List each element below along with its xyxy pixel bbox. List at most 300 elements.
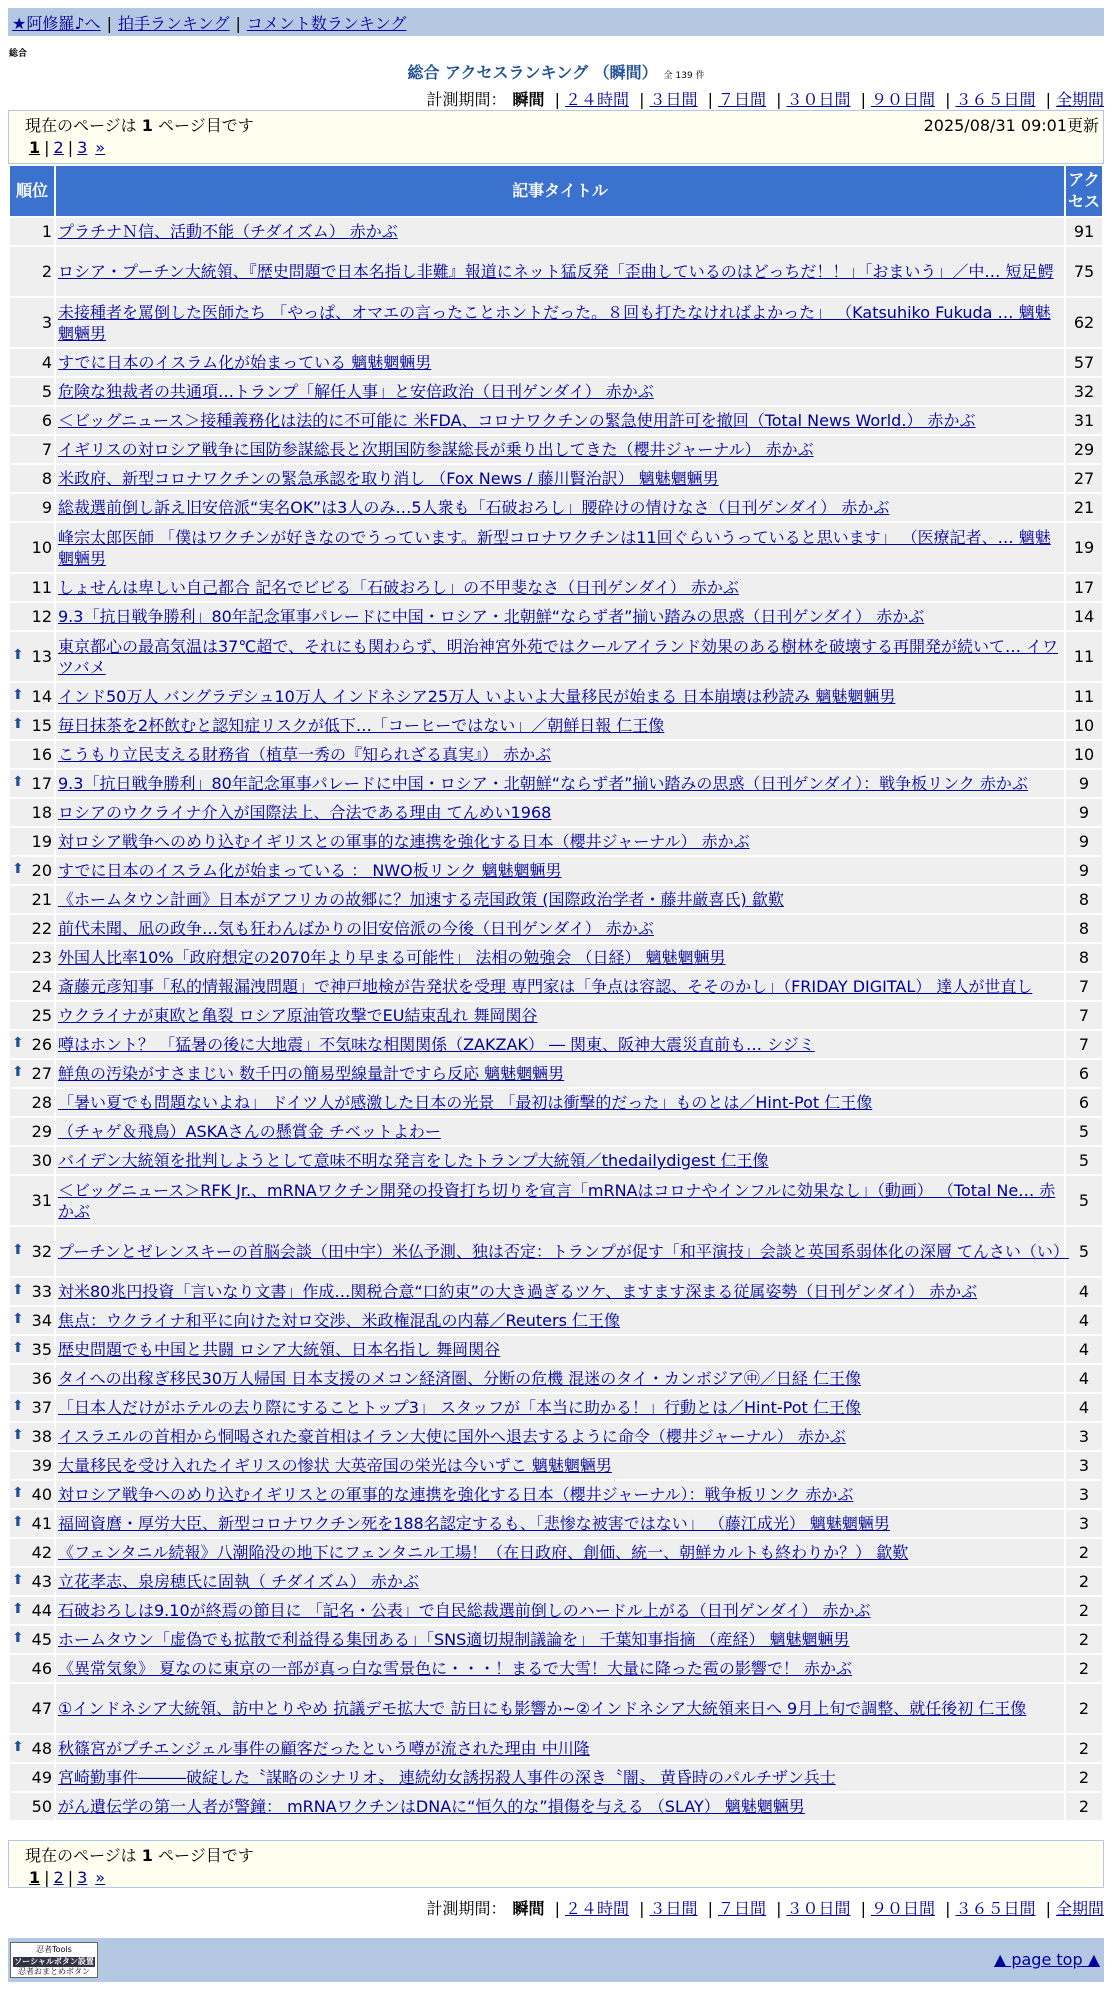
rank-cell <box>10 973 54 1000</box>
rank-number: 48 <box>31 1739 52 1758</box>
access-count: 31 <box>1066 407 1102 434</box>
table-row <box>10 603 1102 630</box>
title-cell <box>56 378 1064 405</box>
access-count: 21 <box>1066 494 1102 521</box>
rank-cell <box>10 465 54 492</box>
period-current: 瞬間 <box>512 90 545 109</box>
rank-number: 30 <box>31 1151 52 1170</box>
rank-number: 22 <box>31 919 52 938</box>
rank-cell <box>10 1597 54 1624</box>
rank-cell <box>10 1626 54 1653</box>
article-title-link[interactable]: こうもり立民支える財務省（植草一秀の『知られざる真実』） 赤かぶ <box>58 745 552 764</box>
table-row <box>10 1060 1102 1087</box>
table-row <box>10 799 1102 826</box>
rank-number: 6 <box>41 411 52 430</box>
access-count: 3 <box>1066 1510 1102 1537</box>
period-sep: | <box>945 1899 951 1918</box>
article-title-link[interactable]: 「暑い夏でも問題ないよね」 ドイツ人が感激した日本の光景 「最初は衝撃的だった」ものとは／Hint-Pot 仁王像 <box>58 1093 873 1112</box>
article-title-link[interactable]: 「日本人だけがホテルの去り際にすることトップ3」 スタッフが「本当に助かる！」行動とは／Hint-Pot 仁王像 <box>58 1398 861 1417</box>
access-count: 9 <box>1066 799 1102 826</box>
access-count: 7 <box>1066 1031 1102 1058</box>
access-count: 11 <box>1066 683 1102 710</box>
banner-line1: 忍者Tools <box>36 1945 72 1954</box>
banner-line2: ソーシャルボタン設置 <box>14 1957 94 1966</box>
rank-cell <box>10 494 54 521</box>
article-title-link[interactable]: 対ロシア戦争へのめり込むイギリスとの軍事的な連携を強化する日本（櫻井ジャーナル）：戦争板リンク 赤かぶ <box>58 1485 854 1504</box>
rank-number: 14 <box>31 687 52 706</box>
rank-cell <box>10 523 54 572</box>
article-title-link[interactable]: 斎藤元彦知事「私的情報漏洩問題」で神戸地検が告発状を受理 専門家は「争点は容認、そそのかし」（FRIDAY DIGITAL） 達人が世直し <box>58 977 1033 996</box>
table-row <box>10 1793 1102 1820</box>
title-cell <box>56 712 1064 739</box>
table-row <box>10 1655 1102 1682</box>
page-sep: | <box>67 1868 74 1887</box>
home-link[interactable]: ★阿修羅♪へ <box>12 14 101 33</box>
period-365d-link[interactable]: ３６５日間 <box>955 1899 1036 1918</box>
rank-cell <box>10 799 54 826</box>
access-count: 11 <box>1066 632 1102 681</box>
header-rank: 順位 <box>10 166 54 216</box>
table-row <box>10 741 1102 768</box>
rank-number: 25 <box>31 1006 52 1025</box>
rank-up-arrow-icon: ⬆ <box>12 774 24 790</box>
rank-number: 38 <box>31 1427 52 1446</box>
period-sep: | <box>707 90 713 109</box>
table-row <box>10 494 1102 521</box>
title-cell <box>56 1147 1064 1174</box>
access-count: 10 <box>1066 741 1102 768</box>
title-cell <box>56 1597 1064 1624</box>
access-count: 5 <box>1066 1118 1102 1145</box>
rank-number: 20 <box>31 861 52 880</box>
period-24h-link[interactable]: ２４時間 <box>564 90 629 109</box>
rank-cell <box>10 1336 54 1363</box>
article-title-link[interactable]: 《異常気象》 夏なのに東京の一部が真っ白な雪景色に・・・！まるで大雪！大量に降った雹の影響で！ 赤かぶ <box>58 1659 853 1678</box>
table-row <box>10 712 1102 739</box>
rank-cell <box>10 1147 54 1174</box>
title-cell <box>56 523 1064 572</box>
table-row <box>10 378 1102 405</box>
table-row <box>10 683 1102 710</box>
access-count: 9 <box>1066 857 1102 884</box>
article-title-link[interactable]: ＜ビッグニュース＞RFK Jr.、mRNAワクチン開発の投資打ち切りを宣言「mRNAはコロナやインフルに効果なし」（動画） （Total Ne… 赤かぶ <box>58 1180 1056 1221</box>
table-row <box>10 407 1102 434</box>
page-top-link[interactable]: ▲ page top ▲ <box>993 1950 1100 1969</box>
access-count: 2 <box>1066 1684 1102 1733</box>
rank-cell <box>10 349 54 376</box>
rank-number: 43 <box>31 1572 52 1591</box>
table-row <box>10 298 1102 347</box>
access-count: 2 <box>1066 1568 1102 1595</box>
table-row <box>10 1452 1102 1479</box>
rank-number: 46 <box>31 1659 52 1678</box>
rank-cell <box>10 603 54 630</box>
rank-number: 18 <box>31 803 52 822</box>
header-access: アクセス <box>1066 166 1102 216</box>
period-90d-link[interactable]: ９０日間 <box>870 90 935 109</box>
article-title-link[interactable]: インド50万人 バングラデシュ10万人 インドネシア25万人 いよいよ大量移民が始まる 日本崩壊は秒読み 魑魅魍魎男 <box>58 687 896 706</box>
title-cell <box>56 1568 1064 1595</box>
updated-time: 2025/08/31 09:01更新 <box>923 116 1099 135</box>
access-count: 3 <box>1066 1452 1102 1479</box>
title-cell <box>56 1089 1064 1116</box>
rank-cell <box>10 1510 54 1537</box>
article-title-link[interactable]: ＜ビッグニュース＞接種義務化は法的に不可能に 米FDA、コロナワクチンの緊急使用許可を撤回（Total News World.） 赤かぶ <box>58 411 976 430</box>
rank-cell <box>10 1684 54 1733</box>
access-count: 75 <box>1066 247 1102 296</box>
footer-bar <box>8 1938 1104 1982</box>
access-count: 8 <box>1066 886 1102 913</box>
article-title-link[interactable]: 未接種者を罵倒した医師たち 「やっぱ、オマエの言ったことホントだった。８回も打たなければよかった」 （Katsuhiko Fukuda … 魑魅魍魎男 <box>58 302 1051 343</box>
article-title-link[interactable]: 東京都心の最高気温は37℃超で、それにも関わらず、明治神宮外苑ではクールアイランド効果のある樹林を破壊する再開発が続いて… イワツバメ <box>58 636 1059 677</box>
page-3-link[interactable]: 3 <box>77 1868 88 1887</box>
article-title-link[interactable]: 大量移民を受け入れたイギリスの惨状 大英帝国の栄光は今いずこ 魑魅魍魎男 <box>58 1456 612 1475</box>
table-row <box>10 1510 1102 1537</box>
access-count: 7 <box>1066 1002 1102 1029</box>
article-title-link[interactable]: 歴史問題でも中国と共闘 ロシア大統領、日本名指し 舞岡関谷 <box>58 1340 501 1359</box>
comment-ranking-link[interactable]: コメント数ランキング <box>246 14 407 33</box>
article-title-link[interactable]: 《ホームタウン計画》日本がアフリカの故郷に？加速する売国政策 (国際政治学者・藤井厳喜氏) 歙歎 <box>58 890 784 909</box>
rank-number: 9 <box>41 498 52 517</box>
access-count: 4 <box>1066 1336 1102 1363</box>
article-title-link[interactable]: ①インドネシア大統領、訪中とりやめ 抗議デモ拡大で 訪日にも影響か~②インドネシア大統領来日へ 9月上旬で調整、就任後初 仁王像 <box>58 1699 1027 1718</box>
applause-ranking-link[interactable]: 拍手ランキング <box>117 14 230 33</box>
rank-number: 45 <box>31 1630 52 1649</box>
article-title-link[interactable]: 石破おろしは9.10が終焉の節目に 「記名・公表」で自民総裁選前倒しのハードル上がる（日刊ゲンダイ） 赤かぶ <box>58 1601 871 1620</box>
ranking-body <box>10 218 1102 1820</box>
rank-cell <box>10 828 54 855</box>
rank-number: 1 <box>41 222 52 241</box>
access-count: 5 <box>1066 1227 1102 1276</box>
rank-number: 50 <box>31 1797 52 1816</box>
rank-up-arrow-icon: ⬆ <box>12 1064 24 1080</box>
access-count: 27 <box>1066 465 1102 492</box>
rank-cell <box>10 1118 54 1145</box>
title-cell <box>56 1002 1064 1029</box>
rank-cell <box>10 741 54 768</box>
title-cell <box>56 1764 1064 1791</box>
period-all-link[interactable]: 全期間 <box>1055 1899 1104 1918</box>
table-row <box>10 1227 1102 1276</box>
access-count: 2 <box>1066 1539 1102 1566</box>
access-count: 17 <box>1066 574 1102 601</box>
period-sep: | <box>639 1899 645 1918</box>
access-count: 3 <box>1066 1481 1102 1508</box>
title-cell <box>56 436 1064 463</box>
article-title-link[interactable]: 福岡資麿・厚労大臣、新型コロナワクチン死を188名認定するも、「悲惨な被害ではない」 （藤江成光） 魑魅魍魎男 <box>58 1514 890 1533</box>
title-cell <box>56 1336 1064 1363</box>
article-title-link[interactable]: イスラエルの首相から恫喝された豪首相はイラン大使に国外へ退去するように命令（櫻井ジャーナル） 赤かぶ <box>58 1427 846 1446</box>
article-title-link[interactable]: （チャゲ＆飛鳥）ASKAさんの懸賞金 チベットよわー <box>58 1122 441 1141</box>
nav-sep: | <box>106 14 112 33</box>
period-sep: | <box>554 90 560 109</box>
rank-number: 36 <box>31 1369 52 1388</box>
article-title-link[interactable]: 外国人比率10%「政府想定の2070年より早まる可能性」 法相の勉強会 （日経） 魑魅魍魎男 <box>58 948 726 967</box>
period-sep: | <box>554 1899 560 1918</box>
table-row <box>10 1764 1102 1791</box>
current-page-number: 1 <box>141 116 153 135</box>
access-count: 29 <box>1066 436 1102 463</box>
table-row <box>10 1307 1102 1334</box>
access-count: 32 <box>1066 378 1102 405</box>
access-count: 57 <box>1066 349 1102 376</box>
page-2-link[interactable]: 2 <box>53 1868 64 1887</box>
page-title: 総合 アクセスランキング （瞬間） <box>407 63 658 82</box>
rank-number: 37 <box>31 1398 52 1417</box>
access-count: 91 <box>1066 218 1102 245</box>
page-sep: | <box>44 138 50 157</box>
access-count: 3 <box>1066 1423 1102 1450</box>
rank-number: 5 <box>41 382 52 401</box>
article-title-link[interactable]: 鮮魚の汚染がすさまじい 数千円の簡易型線量計ですら反応 魑魅魍魎男 <box>58 1064 565 1083</box>
article-title-link[interactable]: 秋篠宮がプチエンジェル事件の顧客だったという噂が流された理由 中川隆 <box>58 1739 590 1758</box>
table-row <box>10 523 1102 572</box>
article-title-link[interactable]: ロシアのウクライナ介入が国際法上、合法である理由 てんめい1968 <box>58 803 552 822</box>
table-row <box>10 465 1102 492</box>
period-7d-link[interactable]: ７日間 <box>717 90 766 109</box>
access-count: 14 <box>1066 603 1102 630</box>
article-title-link[interactable]: 宮崎勤事件―――破綻した〝謀略のシナリオ〟 連続幼女誘拐殺人事件の深き〝闇〟 黄昏時のパルチザン兵士 <box>58 1768 836 1787</box>
title-cell <box>56 1307 1064 1334</box>
period-sep: | <box>860 90 866 109</box>
rank-up-arrow-icon: ⬆ <box>12 1340 24 1356</box>
total-count: 全 139 件 <box>663 71 705 81</box>
article-title-link[interactable]: 噂はホント？ 「猛暑の後に大地震」不気味な相関関係（ZAKZAK） ― 関東、阪神大震災直前も… シジミ <box>58 1035 815 1054</box>
access-count: 5 <box>1066 1176 1102 1225</box>
section-label: 総合 <box>9 49 28 59</box>
title-cell <box>56 944 1064 971</box>
rank-number: 2 <box>41 262 52 281</box>
title-cell <box>56 1626 1064 1653</box>
rank-number: 16 <box>31 745 52 764</box>
rank-number: 32 <box>31 1242 52 1261</box>
access-count: 4 <box>1066 1278 1102 1305</box>
access-count: 10 <box>1066 712 1102 739</box>
rank-up-arrow-icon: ⬆ <box>12 1242 24 1258</box>
article-title-link[interactable]: すでに日本のイスラム化が始まっている 魑魅魍魎男 <box>58 353 432 372</box>
article-title-link[interactable]: ウクライナが東欧と亀裂 ロシア原油管攻撃でEU結束乱れ 舞岡関谷 <box>58 1006 538 1025</box>
article-title-link[interactable]: すでに日本のイスラム化が始まっている ： NWO板リンク 魑魅魍魎男 <box>58 861 562 880</box>
article-title-link[interactable]: 前代未聞、凪の政争…気も狂わんばかりの旧安倍派の今後（日刊ゲンダイ） 赤かぶ <box>58 919 654 938</box>
article-title-link[interactable]: ロシア・プーチン大統領、『歴史問題で日本名指し非難』報道にネット猛反発「歪曲しているのはどっちだ！！」「おまいう」／中… 短足鰐 <box>58 262 1054 281</box>
title-cell <box>56 632 1064 681</box>
rank-cell <box>10 1655 54 1682</box>
title-cell <box>56 1227 1069 1276</box>
access-count: 6 <box>1066 1060 1102 1087</box>
table-row <box>10 1684 1102 1733</box>
period-sep: | <box>1045 90 1051 109</box>
table-row <box>10 1735 1102 1762</box>
title-cell <box>56 1031 1064 1058</box>
ranking-title-line <box>0 60 1112 83</box>
article-title-link[interactable]: がん遺伝学の第一人者が警鐘： mRNAワクチンはDNAに“恒久的な”損傷を与える （SLAY） 魑魅魍魎男 <box>58 1797 805 1816</box>
page-sep: | <box>67 138 74 157</box>
period-3d-link[interactable]: ３日間 <box>649 90 698 109</box>
rank-cell <box>10 915 54 942</box>
article-title-link[interactable]: タイへの出稼ぎ移民30万人帰国 日本支援のメコン経済圏、分断の危機 混迷のタイ・カンボジア㊥／日経 仁王像 <box>58 1369 861 1388</box>
table-row <box>10 1626 1102 1653</box>
title-cell <box>56 1481 1064 1508</box>
rank-number: 33 <box>31 1282 52 1301</box>
table-row <box>10 1002 1102 1029</box>
rank-number: 17 <box>31 774 52 793</box>
rank-number: 19 <box>31 832 52 851</box>
article-title-link[interactable]: 毎日抹茶を2杯飲むと認知症リスクが低下…「コーヒーではない」／朝鮮日報 仁王像 <box>58 716 665 735</box>
rank-cell <box>10 857 54 884</box>
article-title-link[interactable]: 9.3「抗日戦争勝利」80年記念軍事パレードに中国・ロシア・北朝鮮“ならず者”揃い踏みの思惑（日刊ゲンダイ）：戦争板リンク 赤かぶ <box>58 774 1028 793</box>
title-cell <box>56 857 1064 884</box>
table-row <box>10 349 1102 376</box>
article-title-link[interactable]: 焦点：ウクライナ和平に向けた対ロ交渉、米政権混乱の内幕／Reuters 仁王像 <box>58 1311 621 1330</box>
article-title-link[interactable]: 9.3「抗日戦争勝利」80年記念軍事パレードに中国・ロシア・北朝鮮“ならず者”揃い踏みの思惑（日刊ゲンダイ） 赤かぶ <box>58 607 925 626</box>
period-all-link[interactable]: 全期間 <box>1055 90 1104 109</box>
article-title-link[interactable]: 総裁選前倒し訴え旧安倍派“実名OK”は3人のみ…5人衆も「石破おろし」腰砕けの情けなさ（日刊ゲンダイ） 赤かぶ <box>58 498 890 517</box>
table-row <box>10 1031 1102 1058</box>
period-3d-link[interactable]: ３日間 <box>649 1899 698 1918</box>
period-90d-link[interactable]: ９０日間 <box>870 1899 935 1918</box>
rank-number: 12 <box>31 607 52 626</box>
pager-top <box>8 110 1104 164</box>
article-title-link[interactable]: 危険な独裁者の共通項…トランプ「解任人事」と安倍政治（日刊ゲンダイ） 赤かぶ <box>58 382 654 401</box>
header-title: 記事タイトル <box>56 166 1064 216</box>
article-title-link[interactable]: 立花孝志、泉房穂氏に固執（ チダイズム） 赤かぶ <box>58 1572 419 1591</box>
table-row <box>10 247 1102 296</box>
rank-cell <box>10 683 54 710</box>
table-row <box>10 1278 1102 1305</box>
period-30d-link[interactable]: ３０日間 <box>786 90 851 109</box>
period-365d-link[interactable]: ３６５日間 <box>955 90 1036 109</box>
ninja-tools-banner[interactable] <box>10 1942 98 1978</box>
article-title-link[interactable]: 対ロシア戦争へのめり込むイギリスとの軍事的な連携を強化する日本（櫻井ジャーナル） 赤かぶ <box>58 832 750 851</box>
article-title-link[interactable]: 米政府、新型コロナワクチンの緊急承認を取り消し （Fox News / 藤川賢治訳） 魑魅魍魎男 <box>58 469 719 488</box>
rank-number: 27 <box>31 1064 52 1083</box>
rank-number: 49 <box>31 1768 52 1787</box>
article-title-link[interactable]: バイデン大統領を批判しようとして意味不明な発言をしたトランプ大統領／thedailydigest 仁王像 <box>58 1151 769 1170</box>
rank-number: 4 <box>41 353 52 372</box>
period-sep: | <box>945 90 951 109</box>
current-page-suffix: ページ目です <box>158 1846 254 1865</box>
rank-number: 34 <box>31 1311 52 1330</box>
article-title-link[interactable]: しょせんは卑しい自己都合 記名でビビる「石破おろし」の不甲斐なさ（日刊ゲンダイ） 赤かぶ <box>58 578 739 597</box>
table-row <box>10 1089 1102 1116</box>
rank-cell <box>10 886 54 913</box>
page-1-current: 1 <box>29 1868 41 1887</box>
table-row <box>10 886 1102 913</box>
article-title-link[interactable]: イギリスの対ロシア戦争に国防参謀総長と次期国防参謀総長が乗り出してきた（櫻井ジャーナル） 赤かぶ <box>58 440 814 459</box>
access-count: 9 <box>1066 770 1102 797</box>
period-30d-link[interactable]: ３０日間 <box>786 1899 851 1918</box>
article-title-link[interactable]: プラチナＮ信、活動不能（チダイズム） 赤かぶ <box>58 222 398 241</box>
current-page-prefix: 現在のページは <box>25 116 137 135</box>
rank-number: 31 <box>31 1191 52 1210</box>
rank-cell <box>10 407 54 434</box>
table-row <box>10 1365 1102 1392</box>
access-count: 2 <box>1066 1764 1102 1791</box>
article-title-link[interactable]: プーチンとゼレンスキーの首脳会談（田中宇）米仏予測、独は否定：トランプが促す「和平演技」会談と英国系弱体化の深層 てんさい（い） <box>58 1242 1069 1261</box>
title-cell <box>56 799 1064 826</box>
title-cell <box>56 465 1064 492</box>
page-nav <box>29 1868 105 1887</box>
title-cell <box>56 407 1064 434</box>
current-page-text <box>25 1843 254 1866</box>
next-page-link[interactable]: » <box>95 1868 106 1887</box>
rank-up-arrow-icon: ⬆ <box>12 1282 24 1298</box>
rank-number: 42 <box>31 1543 52 1562</box>
rank-up-arrow-icon: ⬆ <box>12 1311 24 1327</box>
rank-cell <box>10 378 54 405</box>
rank-number: 21 <box>31 890 52 909</box>
period-selector-bottom <box>104 1896 1104 1919</box>
title-cell <box>56 1510 1064 1537</box>
title-cell <box>56 1539 1064 1566</box>
rank-number: 7 <box>41 440 52 459</box>
access-count: 2 <box>1066 1597 1102 1624</box>
title-cell <box>56 828 1064 855</box>
rank-up-arrow-icon: ⬆ <box>12 1398 24 1414</box>
title-cell <box>56 1735 1064 1762</box>
title-cell <box>56 886 1064 913</box>
article-title-link[interactable]: 峰宗太郎医師 「僕はワクチンが好きなのでうっています。新型コロナワクチンは11回ぐらいうっていると思います」 （医療記者、… 魑魅魍魎男 <box>58 527 1051 568</box>
rank-number: 26 <box>31 1035 52 1054</box>
access-count: 4 <box>1066 1307 1102 1334</box>
rank-number: 39 <box>31 1456 52 1475</box>
rank-number: 41 <box>31 1514 52 1533</box>
table-row <box>10 1568 1102 1595</box>
rank-cell <box>10 1365 54 1392</box>
table-row <box>10 1597 1102 1624</box>
next-page-link[interactable]: » <box>95 138 106 157</box>
access-count: 4 <box>1066 1394 1102 1421</box>
period-selector-top <box>104 87 1104 110</box>
table-row <box>10 218 1102 245</box>
access-count: 2 <box>1066 1655 1102 1682</box>
article-title-link[interactable]: 対米80兆円投資「言いなり文書」作成…関税合意“口約束”の大き過ぎるツケ、ますます深まる従属姿勢（日刊ゲンダイ） 赤かぶ <box>58 1282 978 1301</box>
page-2-link[interactable]: 2 <box>53 138 64 157</box>
top-nav <box>8 8 1104 36</box>
period-7d-link[interactable]: ７日間 <box>717 1899 766 1918</box>
rank-cell <box>10 1481 54 1508</box>
title-cell <box>56 1060 1064 1087</box>
period-24h-link[interactable]: ２４時間 <box>564 1899 629 1918</box>
rank-cell <box>10 1060 54 1087</box>
rank-cell <box>10 944 54 971</box>
table-row <box>10 574 1102 601</box>
page-3-link[interactable]: 3 <box>77 138 88 157</box>
article-title-link[interactable]: ホームタウン「虚偽でも拡散で利益得る集団ある」「SNS適切規制議論を」 千葉知事指摘 （産経） 魑魅魍魎男 <box>58 1630 850 1649</box>
table-row <box>10 770 1102 797</box>
title-cell <box>56 973 1064 1000</box>
access-count: 2 <box>1066 1626 1102 1653</box>
rank-up-arrow-icon: ⬆ <box>12 1427 24 1443</box>
rank-cell <box>10 247 54 296</box>
rank-number: 29 <box>31 1122 52 1141</box>
rank-up-arrow-icon: ⬆ <box>12 1514 24 1530</box>
title-cell <box>56 1655 1064 1682</box>
rank-number: 15 <box>31 716 52 735</box>
table-row <box>10 436 1102 463</box>
table-row <box>10 1539 1102 1566</box>
title-cell <box>56 1394 1064 1421</box>
rank-number: 28 <box>31 1093 52 1112</box>
article-title-link[interactable]: 《フェンタニル続報》八潮陥没の地下にフェンタニル工場！（在日政府、創価、統一、朝鮮カルトも終わりか？） 歙歎 <box>58 1543 909 1562</box>
access-count: 7 <box>1066 973 1102 1000</box>
page-1-current: 1 <box>29 138 41 157</box>
period-sep: | <box>1045 1899 1051 1918</box>
rank-number: 47 <box>31 1699 52 1718</box>
rank-number: 24 <box>31 977 52 996</box>
rank-number: 10 <box>31 538 52 557</box>
table-row <box>10 1118 1102 1145</box>
